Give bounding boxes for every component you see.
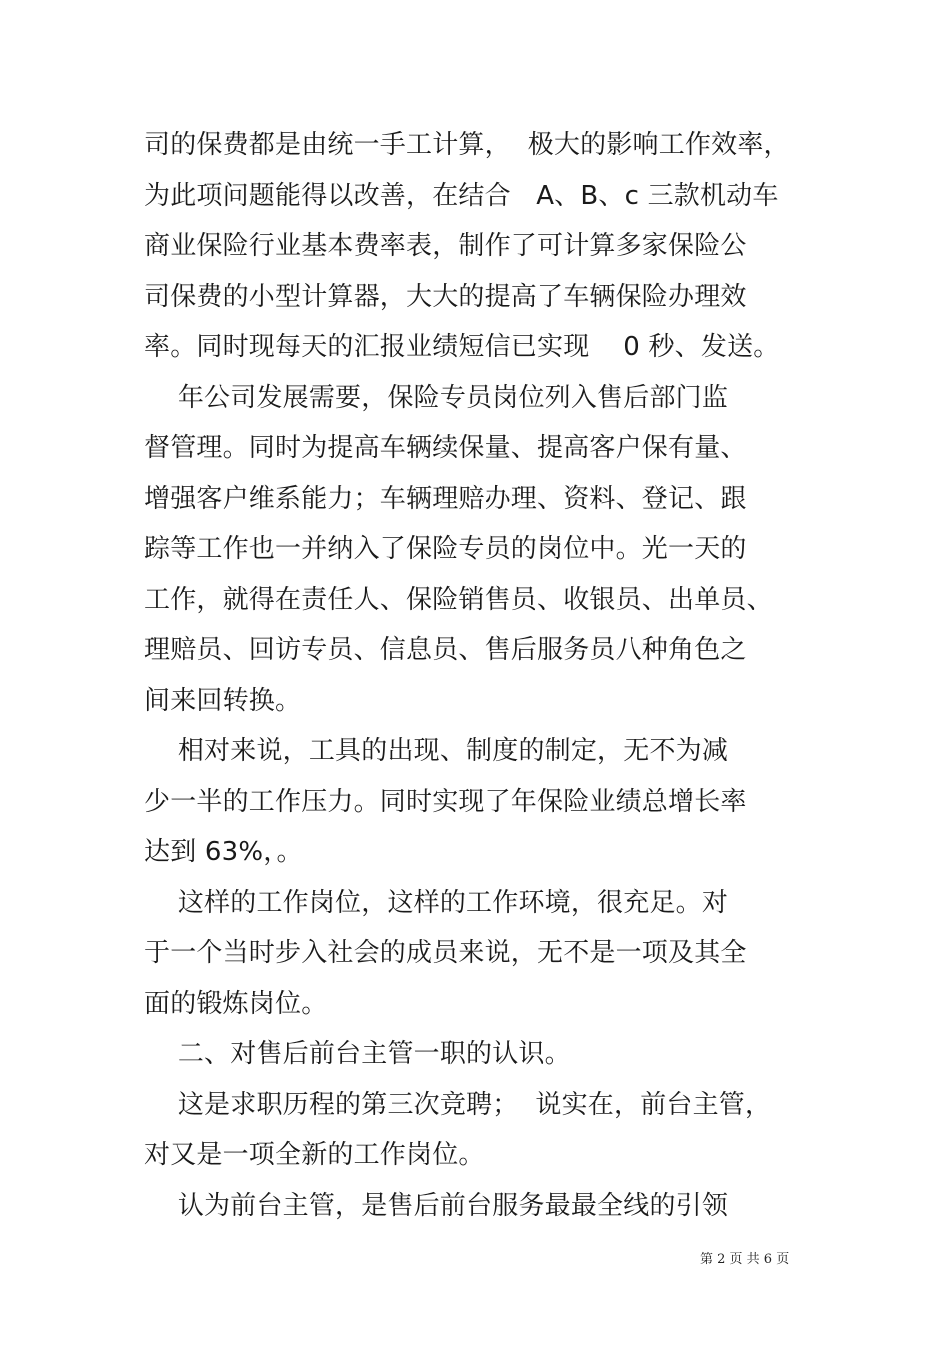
text-line: 相对来说，工具的出现、制度的制定，无不为减 bbox=[144, 736, 729, 766]
text-line: 商业保险行业基本费率表，制作了可计算多家保险公 bbox=[144, 231, 747, 261]
text-line: 司保费的小型计算器，大大的提高了车辆保险办理效 bbox=[144, 281, 747, 312]
text-line: 于一个当时步入社会的成员来说，无不是一项及其全 bbox=[144, 938, 747, 968]
text-line: 这样的工作岗位，这样的工作环境，很充足。对 bbox=[144, 887, 729, 918]
text-line: 间来回转换。 bbox=[144, 685, 302, 716]
text-line: 面的锻炼岗位。 bbox=[144, 988, 328, 1019]
text-line: 年公司发展需要，保险专员岗位列入售后部门监 bbox=[144, 382, 729, 413]
text-line: 认为前台主管，是售后前台服务最最全线的引领 bbox=[144, 1190, 729, 1221]
text-line: 达到 63%，。 bbox=[144, 837, 303, 867]
text-line: 为此项问题能得以改善，在结合 A、B、c 三款机动车 bbox=[144, 180, 779, 211]
text-line: 踪等工作也一并纳入了保险专员的岗位中。光一天的 bbox=[144, 534, 747, 564]
document-body bbox=[144, 120, 824, 1231]
text-line: 率。同时现每天的汇报业绩短信已实现 0 秒、发送。 bbox=[144, 332, 780, 362]
text-line: 增强客户维系能力；车辆理赔办理、资料、登记、跟 bbox=[144, 483, 747, 514]
text-line: 理赔员、回访专员、信息员、售后服务员八种角色之 bbox=[144, 635, 747, 665]
text-line: 少一半的工作压力。同时实现了年保险业绩总增长率 bbox=[144, 786, 747, 817]
text-line: 二、对售后前台主管一职的认识。 bbox=[144, 1039, 571, 1069]
page-number-footer: 第 2 页 共 6 页 bbox=[700, 1252, 790, 1267]
text-line: 这是求职历程的第三次竞聘； 说实在，前台主管， bbox=[144, 1089, 772, 1120]
text-line: 督管理。同时为提高车辆续保量、提高客户保有量、 bbox=[144, 433, 747, 463]
text-line: 司的保费都是由统一手工计算， 极大的影响工作效率， bbox=[144, 130, 790, 160]
text-line: 对又是一项全新的工作岗位。 bbox=[144, 1140, 485, 1170]
text-line: 工作，就得在责任人、保险销售员、收银员、出单员、 bbox=[144, 584, 773, 615]
